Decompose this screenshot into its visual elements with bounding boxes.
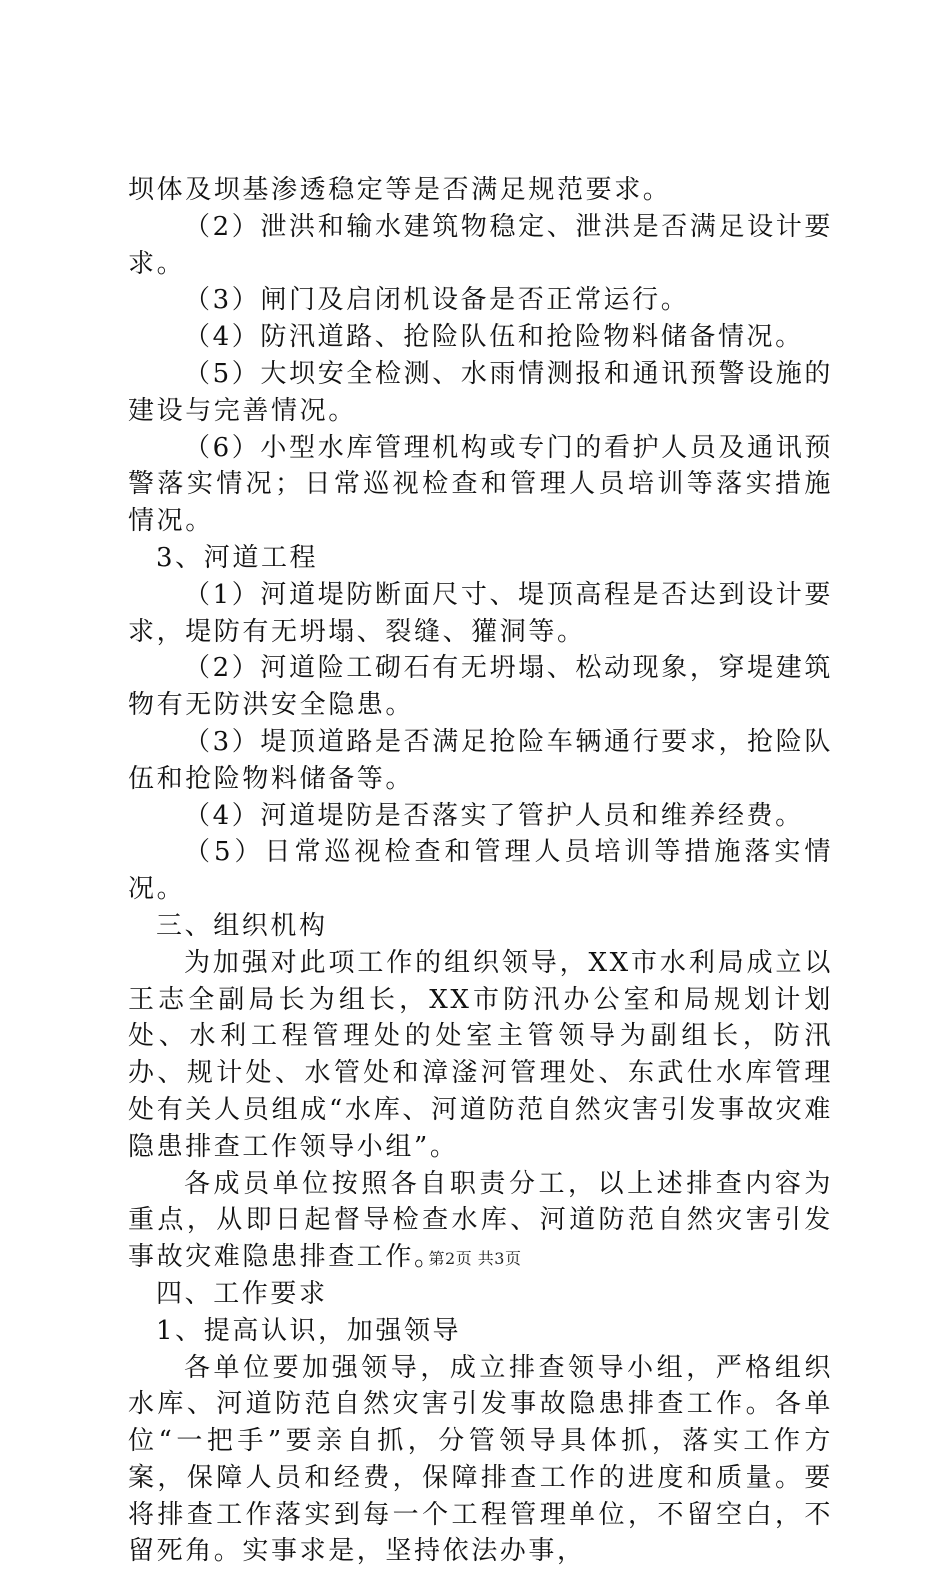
paragraph-river-item-1: （1）河道堤防断面尺寸、堤顶高程是否达到设计要求，堤防有无坍塌、裂缝、獾洞等。 [128,577,833,651]
paragraph-reservoir-item-6: （6）小型水库管理机构或专门的看护人员及通讯预警落实情况；日常巡视检查和管理人员培训等落实措施情况。 [128,430,833,540]
paragraph-reservoir-item-2: （2）泄洪和输水建筑物稳定、泄洪是否满足设计要求。 [128,209,833,283]
paragraph-reservoir-item-4: （4）防汛道路、抢险队伍和抢险物料储备情况。 [128,319,833,356]
page-number-footer: 第2页 共3页 [0,1246,950,1269]
paragraph-leadership: 各单位要加强领导，成立排查领导小组，严格组织水库、河道防范自然灾害引发事故隐患排查工作。各单位“一把手”要亲自抓，分管领导具体抓，落实工作方案，保障人员和经费，保障排查工作的进度和质量。要将排查工作落实到每一个工程管理单位，不留空白，不留死角。实事求是，坚持依法办事， [128,1350,833,1570]
heading-raise-awareness: 1、提高认识，加强领导 [128,1313,833,1350]
heading-work-requirements: 四、工作要求 [128,1276,833,1313]
paragraph-organization: 为加强对此项工作的组织领导，XX市水利局成立以王志全副局长为组长，XX市防汛办公室和局规划计划处、水利工程管理处的处室主管领导为副组长，防汛办、规计处、水管处和漳滏河管理处、东武仕水库管理处有关人员组成“水库、河道防范自然灾害引发事故灾难隐患排查工作领导小组”。 [128,945,833,1166]
document-body [128,172,833,1570]
paragraph-dam-seepage: 坝体及坝基渗透稳定等是否满足规范要求。 [128,172,833,209]
heading-river-works: 3、河道工程 [128,540,833,577]
paragraph-river-item-2: （2）河道险工砌石有无坍塌、松动现象，穿堤建筑物有无防洪安全隐患。 [128,650,833,724]
paragraph-reservoir-item-3: （3）闸门及启闭机设备是否正常运行。 [128,282,833,319]
paragraph-reservoir-item-5: （5）大坝安全检测、水雨情测报和通讯预警设施的建设与完善情况。 [128,356,833,430]
paragraph-river-item-5: （5）日常巡视检查和管理人员培训等措施落实情况。 [128,834,833,908]
paragraph-river-item-3: （3）堤顶道路是否满足抢险车辆通行要求，抢险队伍和抢险物料储备等。 [128,724,833,798]
paragraph-member-units: 各成员单位按照各自职责分工，以上述排查内容为重点，从即日起督导检查水库、河道防范自然灾害引发事故灾难隐患排查工作。 [128,1166,833,1276]
paragraph-river-item-4: （4）河道堤防是否落实了管护人员和维养经费。 [128,798,833,835]
heading-organization: 三、组织机构 [128,908,833,945]
